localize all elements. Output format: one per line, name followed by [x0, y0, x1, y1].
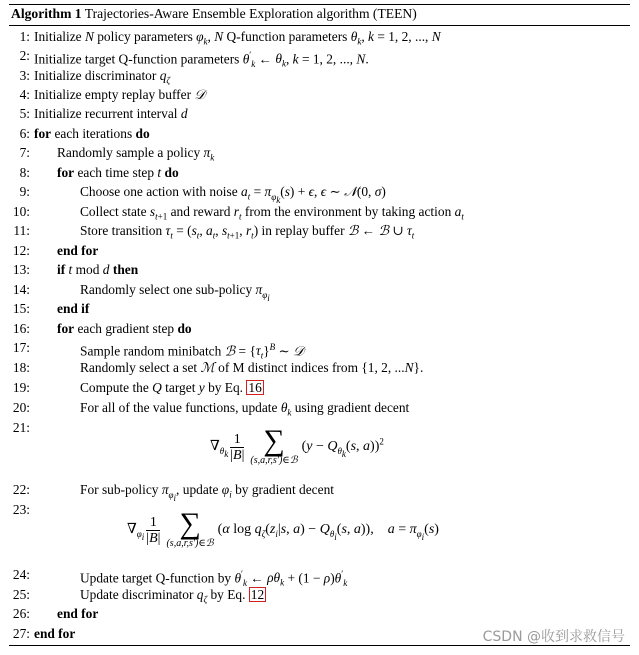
algorithm-line — [0, 163, 639, 182]
line-text: end for — [57, 606, 99, 621]
algorithm-line — [0, 319, 639, 338]
line-number: 25: — [12, 587, 30, 602]
line-text: Collect state $s_{t+1}$ and reward $r_t$ from the environment by taking action $a_t$ — [80, 204, 464, 222]
line-text: Choose one action with noise $a_t = \pi_{\varphi_k}(s) + \epsilon$, ϵ ∼ 𝒩(0, σ) — [80, 184, 386, 205]
line-number: 9: — [19, 184, 30, 199]
line-text: For sub-policy $\pi_{\varphi_i}$, update $\varphi_i$ by gradient decent — [80, 482, 334, 503]
fraction: $\frac{1}{|B|}$ — [230, 431, 245, 463]
algorithm-line — [0, 104, 639, 123]
algorithm-name: Trajectories-Aware Ensemble Exploration algorithm (TEEN) — [84, 6, 417, 21]
algorithm-line — [0, 143, 639, 162]
line-number: 15: — [12, 301, 30, 316]
line-text: Initialize empty replay buffer 𝒟 — [34, 87, 206, 102]
algorithm-line — [0, 182, 639, 205]
line-number: 27: — [12, 626, 30, 641]
line-number: 21: — [12, 420, 30, 435]
line-number: 19: — [12, 380, 30, 395]
line-text: Initialize target Q-function parameters $\theta'_k$ ← $\theta_k$, k = 1, 2, ..., N. — [34, 50, 369, 70]
gradient-symbol: $\nabla_{\theta_k}$ — [210, 439, 229, 459]
algorithm-line — [0, 85, 639, 104]
line-number: 5: — [19, 106, 30, 121]
algorithm-line — [0, 260, 639, 279]
algorithm-line — [0, 604, 639, 623]
line-text: Randomly select a set ℳ of M distinct indices from {1, 2, ...N}. — [80, 360, 424, 375]
line-text: Initialize discriminator $q_\zeta$ — [34, 68, 171, 86]
line-text: for each gradient step do — [57, 321, 192, 336]
line-number: 16: — [12, 321, 30, 336]
line-text: Update target Q-function by $\theta'_k$ ← $\rho\theta_k + (1 - \rho)\theta'_k$ — [80, 569, 348, 589]
algorithm-line — [0, 565, 639, 589]
watermark: CSDN @收到求救信号 — [482, 629, 625, 645]
line-number: 4: — [19, 87, 30, 102]
line-number: 18: — [12, 360, 30, 375]
caption-rule — [9, 25, 630, 26]
line-number: 23: — [12, 502, 30, 517]
algorithm-line — [0, 46, 639, 70]
line-text: Randomly sample a policy $\pi_k$ — [57, 145, 215, 163]
line-text: Initialize N policy parameters $\varphi_k$, N Q-function parameters $\theta_k$, k = 1, 2, ..., N — [34, 29, 441, 47]
algorithm-line — [0, 280, 639, 303]
top-rule — [9, 4, 630, 5]
summation: ∑ (s,a,r,s′)∈ℬ — [250, 424, 298, 466]
line-text: Initialize recurrent interval d — [34, 106, 188, 121]
line-number: 22: — [12, 482, 30, 497]
line-number: 26: — [12, 606, 30, 621]
line-number: 12: — [12, 243, 30, 258]
line-text: Randomly select one sub-policy $\pi_{\varphi_i}$ — [80, 282, 270, 303]
algorithm-line — [0, 299, 639, 318]
line-number: 11: — [13, 223, 30, 238]
line-text: if t mod d then — [57, 262, 139, 277]
algorithm-line — [0, 338, 639, 362]
equation-23 — [127, 507, 439, 550]
line-text: For all of the value functions, update $\theta_k$ using gradient decent — [80, 400, 410, 418]
algorithm-label: Algorithm 1 — [11, 6, 82, 21]
line-number: 3: — [19, 68, 30, 83]
line-number: 14: — [12, 282, 30, 297]
algorithm-line — [0, 27, 639, 46]
algorithm-line — [0, 241, 639, 260]
line-number: 10: — [12, 204, 30, 219]
line-text: end for — [34, 626, 76, 641]
gradient-symbol: $\nabla_{\varphi_i}$ — [127, 522, 145, 542]
line-number: 8: — [19, 165, 30, 180]
algorithm-line — [0, 378, 639, 397]
line-text: for each time step t do — [57, 165, 179, 180]
line-number: 2: — [19, 48, 30, 63]
equation-body: ($y - Q_{\theta_k}(s$, a))$^2$ — [301, 436, 384, 459]
line-number: 24: — [12, 567, 30, 582]
fraction: $\frac{1}{|B|}$ — [146, 514, 161, 546]
line-number: 7: — [19, 145, 30, 160]
line-number: 6: — [19, 126, 30, 141]
line-text: Update discriminator $q_\zeta$ by Eq. 12 — [80, 587, 265, 605]
line-text: Compute the Q target y by Eq. 16 — [80, 380, 262, 395]
algorithm-line — [0, 398, 639, 417]
equation-body: (α $\log q_\zeta(z_i|s$, $a) - Q_{\theta_i}(s$, a)), $a = \pi_{\varphi_i}(s)$ — [217, 522, 439, 542]
algorithm-line — [0, 221, 639, 240]
line-text: end if — [57, 301, 90, 316]
line-number: 20: — [12, 400, 30, 415]
line-number: 17: — [12, 340, 30, 355]
algorithm-line — [0, 480, 639, 503]
algorithm-line — [0, 202, 639, 221]
line-number: 13: — [12, 262, 30, 277]
line-text: for each iterations do — [34, 126, 150, 141]
line-text: Store transition $\tau_t = (s_t$, $a_t$, $s_{t+1}$, $r_t$) in replay buffer ℬ ← ℬ ∪ $\tau_t$ — [80, 223, 415, 241]
algorithm-line — [0, 124, 639, 143]
equation-21 — [210, 424, 384, 467]
algorithm-line — [0, 585, 639, 604]
algorithm-line — [0, 358, 639, 377]
algorithm-line — [0, 66, 639, 85]
line-text: Sample random minibatch ℬ = $\{\tau_t\}^B$ ∼ 𝒟 — [80, 342, 304, 362]
algorithm-caption — [11, 6, 417, 22]
summation: ∑ (s,a,r,s′)∈ℬ — [166, 507, 214, 549]
line-number: 1: — [19, 29, 30, 44]
line-text: end for — [57, 243, 99, 258]
